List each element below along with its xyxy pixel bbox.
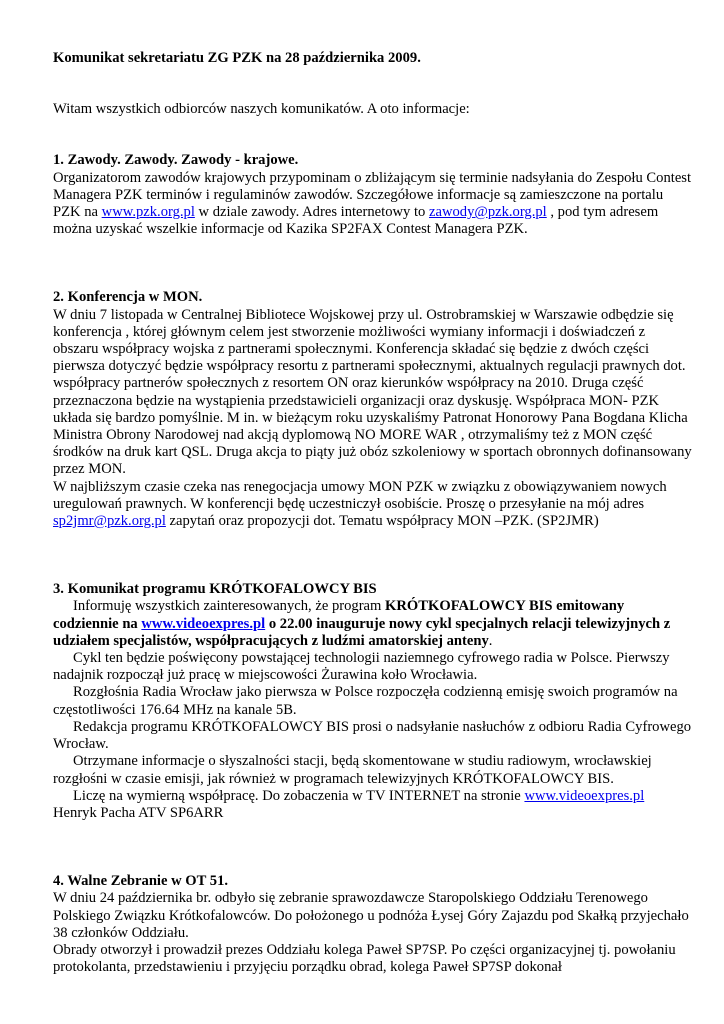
section-4-heading: 4. Walne Zebranie w OT 51. (53, 873, 229, 890)
section-3-para-6: Liczę na wymierną współpracę. Do zobaczenia w TV INTERNET na stronie www.videoexpres.pl (73, 787, 645, 804)
section-3-para-2: Cykl ten będzie poświęcony powstającej technologii naziemnego cyfrowego radia w Polsce. Pierwszy nadajnik rozpoczął już pracę w miejscowości Żurawina koło Wrocławia. (53, 650, 670, 684)
section-1-body: Organizatorom zawodów krajowych przypominam o zbliżającym się terminie nadsyłania do Zespołu Contest Managera PZK terminów i regulaminów zawodów. Szczegółowe informacje są zamieszczone na portalu PZK na www.pzk.org.pl w dziale zawody. Adres internetowy to zawody@pzk.org.pl , pod tym adresem można uzyskać wszelkie informacje od Kazika SP2FAX Contest Managera PZK. (53, 169, 692, 238)
sp2jmr-email-link[interactable]: sp2jmr@pzk.org.pl (53, 513, 166, 530)
section-1-heading: 1. Zawody. Zawody. Zawody - krajowe. (53, 152, 299, 169)
section-4-para-2: Obrady otworzył i prowadził prezes Oddziału kolega Paweł SP7SP. Po części organizacyjnej tj. powołaniu protokolanta, przedstawieniu i przyjęciu porządku obrad, kolega Paweł SP7SP dokonał (53, 941, 676, 976)
pzk-portal-link[interactable]: www.pzk.org.pl (101, 204, 195, 221)
section-3-para-4: Redakcja programu KRÓTKOFALOWCY BIS prosi o nadsyłanie nasłuchów z odbioru Radia Cyfrowego Wrocław. (53, 718, 692, 753)
section-3-heading: 3. Komunikat programu KRÓTKOFALOWCY BIS (53, 581, 377, 598)
videoexpres-link-2[interactable]: www.videoexpres.pl (524, 787, 645, 804)
section-3-para-5: Otrzymane informacje o słyszalności stacji, będą skomentowane w studiu radiowym, wrocławskiej rozgłośni w czasie emisji, jak również w programach telewizyjnych KRÓTKOFALOWCY BIS. (53, 753, 652, 787)
zawody-email-link[interactable]: zawody@pzk.org.pl (429, 204, 547, 221)
section-3-para-3: Rozgłośnia Radia Wrocław jako pierwsza w Polsce rozpoczęła codzienną emisję swoich programów na częstotliwości 176.64 MHz na kanale 5B. (53, 684, 678, 718)
document-title: Komunikat sekretariatu ZG PZK na 28 października 2009. (53, 50, 421, 66)
section-2-heading: 2. Konferencja w MON. (53, 289, 203, 306)
section-3-signature: Henryk Pacha ATV SP6ARR (53, 804, 224, 821)
document-page (53, 50, 693, 976)
section-4-para-1: W dniu 24 października br. odbyło się zebranie sprawozdawcze Staropolskiego Oddziału Terenowego Polskiego Związku Krótkofalowców. Do położonego u podnóża Łysej Góry Zajazdu pod Skałką przyjechało 38 członków Oddziału. (53, 890, 689, 941)
videoexpres-link-1[interactable]: www.videoexpres.pl (141, 615, 266, 632)
section-2-para-1: W dniu 7 listopada w Centralnej Bibliotece Wojskowej przy ul. Ostrobramskiej w Warszawie odbędzie się konferencja , której głównym celem jest stworzenie możliwości wymiany informacji i doświadczeń z obszaru współpracy wojska z partnerami społecznymi. Konferencja składać się będzie z dwóch części pierwsza dotyczyć będzie współpracy resortu z partnerami społecznymi, aktualnych regulacji prawnych dot. współpracy partnerów społecznych z resortem ON oraz kierunków współpracy na 2010. Druga część przeznaczona będzie na wystąpienia przedstawicieli organizacji oraz dyskusję. Współpraca MON- PZK układa się bardzo pomyślnie. M in. w bieżącym roku uzyskaliśmy Patronat Honorowy Pana Bogdana Klicha Ministra Obrony Narodowej nad akcją dyplomową NO MORE WAR , otrzymaliśmy też z MON część środków na druk kart QSL. Druga akcja to piąty już obóz szkoleniowy w sportach obronnych dofinansowany przez MON. (53, 306, 692, 478)
section-2-para-2: W najbliższym czasie czeka nas renegocjacja umowy MON PZK w związku z obowiązywaniem nowych uregulowań prawnych. W konferencji będę uczestniczył osobiście. Proszę o przesyłanie na mój adres sp2jmr@pzk.org.pl zapytań oraz propozycji dot. Tematu współpracy MON –PZK. (SP2JMR) (53, 478, 667, 530)
greeting: Witam wszystkich odbiorców naszych komunikatów. A oto informacje: (53, 101, 470, 118)
section-3-para-1: Informuję wszystkich zainteresowanych, że program KRÓTKOFALOWCY BIS emitowany codziennie na www.videoexpres.pl o 22.00 inauguruje nowy cykl specjalnych relacji telewizyjnych z udziałem specjalistów, współpracujących z ludźmi amatorskiej anteny. (53, 598, 671, 649)
